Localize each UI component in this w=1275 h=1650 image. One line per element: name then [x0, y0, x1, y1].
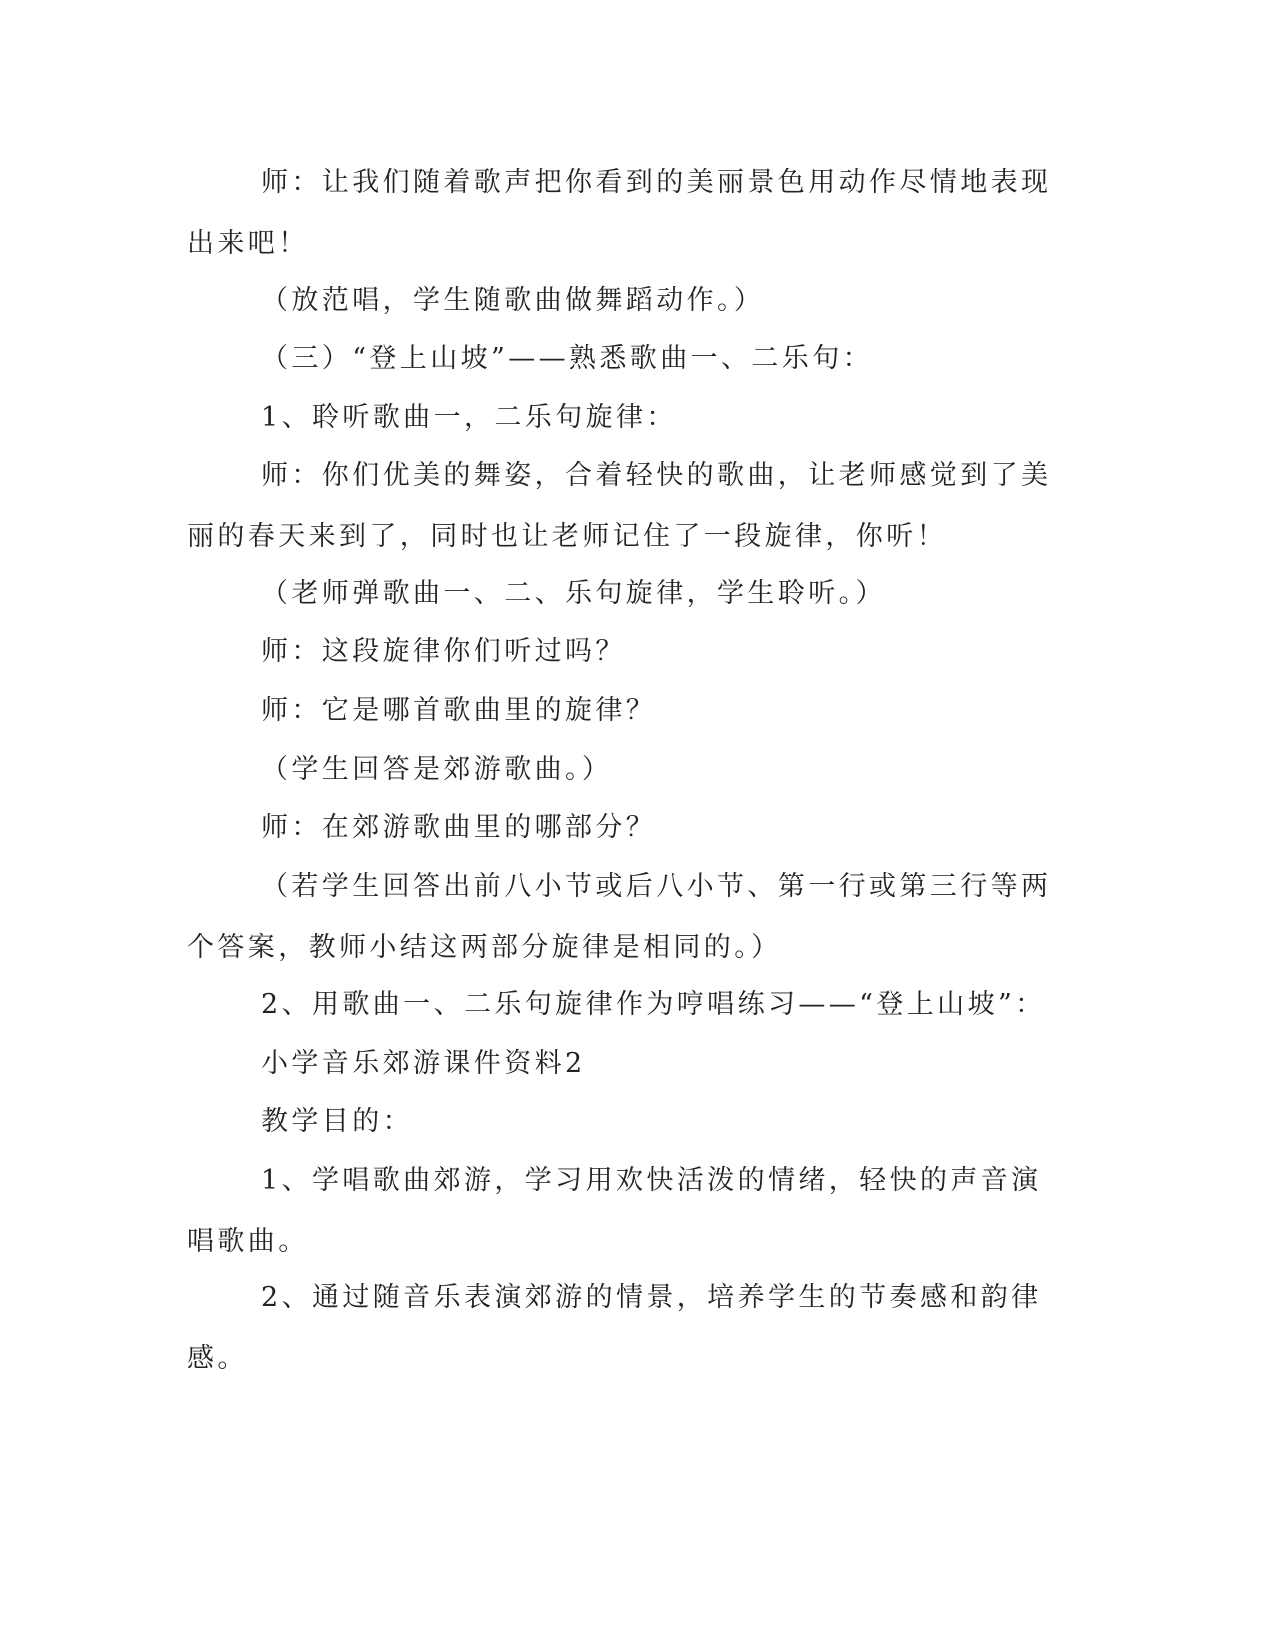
paragraph-8: 师：它是哪首歌曲里的旋律？	[261, 695, 657, 726]
paragraph-10: 师：在郊游歌曲里的哪部分？	[261, 812, 657, 843]
paragraph-9: （学生回答是郊游歌曲。）	[261, 754, 613, 785]
paragraph-16: 2、通过随音乐表演郊游的情景，培养学生的节奏感和韵律感。	[187, 1282, 1042, 1374]
paragraph-14: 教学目的：	[261, 1106, 413, 1137]
paragraph-3: （三）“登上山坡”——熟悉歌曲一、二乐句：	[261, 343, 874, 374]
paragraph-11: （若学生回答出前八小节或后八小节、第一行或第三行等两个答案，教师小结这两部分旋律是相同的。）	[187, 871, 1052, 963]
paragraph-1: 师：让我们随着歌声把你看到的美丽景色用动作尽情地表现出来吧！	[187, 167, 1052, 259]
paragraph-6: （老师弹歌曲一、二、乐句旋律，学生聆听。）	[261, 578, 886, 609]
paragraph-2: （放范唱，学生随歌曲做舞蹈动作。）	[261, 285, 765, 316]
section-heading: 小学音乐郊游课件资料2	[261, 1048, 586, 1079]
paragraph-12: 2、用歌曲一、二乐句旋律作为哼唱练习——“登上山坡”：	[261, 989, 1046, 1020]
paragraph-15: 1、学唱歌曲郊游，学习用欢快活泼的情绪，轻快的声音演唱歌曲。	[187, 1165, 1042, 1257]
paragraph-5: 师：你们优美的舞姿，合着轻快的歌曲，让老师感觉到了美丽的春天来到了，同时也让老师记住了一段旋律，你听！	[187, 460, 1052, 552]
paragraph-4: 1、聆听歌曲一，二乐句旋律：	[261, 402, 677, 433]
paragraph-7: 师：这段旋律你们听过吗？	[261, 636, 626, 667]
